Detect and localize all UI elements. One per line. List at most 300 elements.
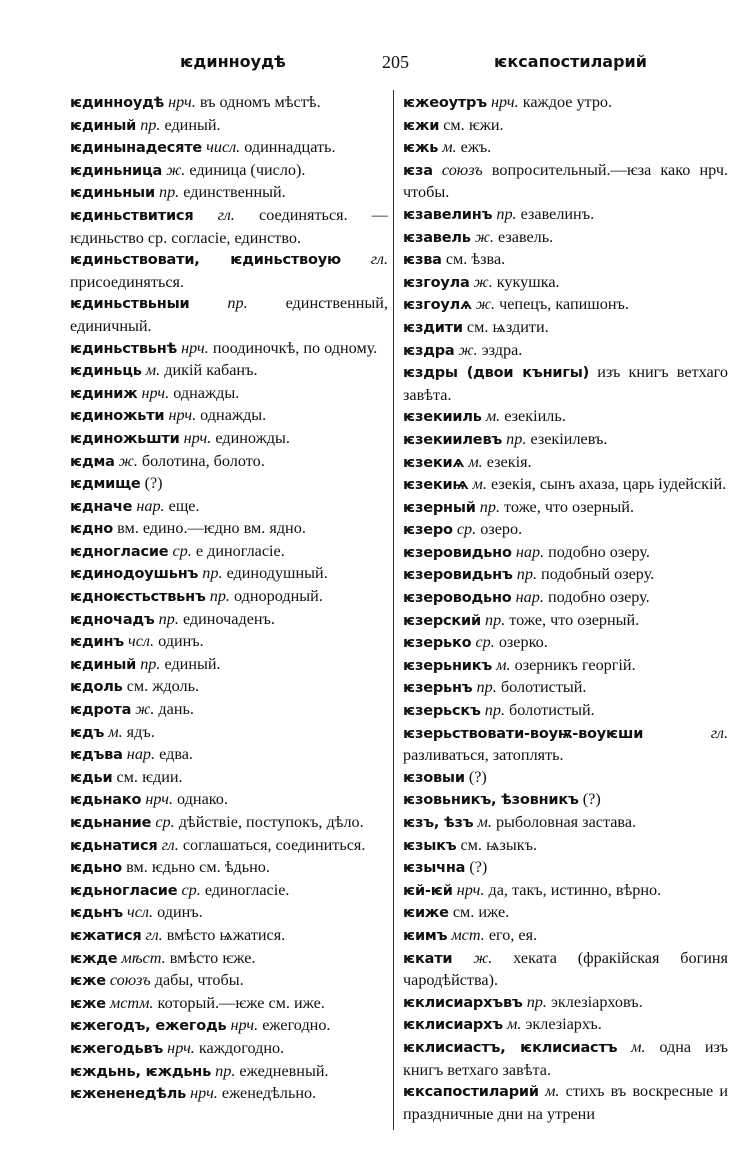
entry-part-of-speech: м. (545, 1082, 560, 1101)
dictionary-entry (70, 115, 388, 138)
entry-definition: езекіиль. (504, 407, 566, 426)
entry-headword: ѥдногласие (70, 543, 169, 560)
entry-headword: ѥдьнъ (70, 905, 123, 922)
entry-definition: единочаденъ. (182, 609, 275, 628)
dictionary-entry (70, 654, 388, 677)
entry-part-of-speech: гл. (710, 723, 728, 742)
entry-part-of-speech: ж. (166, 160, 186, 179)
dictionary-entry (70, 835, 388, 858)
dictionary-entry (403, 610, 728, 633)
entry-definition: езекія. (486, 452, 532, 471)
dictionary-entry (70, 137, 388, 160)
entry-part-of-speech: пр. (227, 294, 248, 313)
entry-headword: ѥдинынадесяте (70, 140, 203, 157)
entry-headword: ѥжененедѣль (70, 1086, 187, 1103)
dictionary-entry (70, 496, 388, 519)
left-column (70, 92, 388, 1106)
dictionary-entry (70, 1038, 388, 1061)
entry-definition: см. ѥдии. (116, 767, 183, 786)
entry-headword: ѥзовыи (403, 769, 465, 786)
entry-definition: поодиночкѣ, по одному. (212, 338, 378, 357)
dictionary-entry (403, 992, 728, 1015)
dictionary-entry (403, 564, 728, 587)
entry-definition: ежедневный. (239, 1061, 329, 1080)
dictionary-entry (70, 451, 388, 474)
entry-headword: ѥдиньница (70, 162, 163, 179)
entry-headword: ѥзыкъ (403, 837, 457, 854)
entry-part-of-speech: нрч. (145, 790, 173, 809)
entry-definition: единица (число). (189, 160, 306, 179)
entry-headword: ѥждьнь, ѥждьнь (70, 1063, 212, 1080)
entry-part-of-speech: нар. (515, 542, 545, 561)
entry-definition: еще. (168, 496, 200, 515)
entry-headword: ѥдиньныи (70, 185, 155, 202)
dictionary-entry (70, 360, 388, 383)
dictionary-entry (403, 948, 728, 992)
dictionary-entry (70, 1015, 388, 1038)
dictionary-entry (403, 723, 728, 767)
entry-headword: ѥдиньць (70, 363, 142, 380)
entry-headword: ѥжь (403, 140, 439, 157)
entry-definition: кукушка. (496, 272, 560, 291)
entry-headword: ѥжи (403, 117, 440, 134)
entry-part-of-speech: м. (496, 655, 511, 674)
dictionary-entry (70, 993, 388, 1016)
dictionary-entry (70, 473, 388, 496)
entry-headword: ѥдначе (70, 498, 133, 515)
entry-headword: ѥкати (403, 950, 453, 967)
entry-definition: одинъ. (157, 903, 203, 922)
entry-definition: (?) (582, 790, 601, 809)
entry-definition: однажды. (173, 383, 240, 402)
entry-part-of-speech: пр. (479, 497, 500, 516)
entry-headword: ѥй-ѥй (403, 882, 453, 899)
entry-part-of-speech: пр. (140, 654, 161, 673)
entry-part-of-speech: ж. (135, 700, 155, 719)
entry-part-of-speech: числ. (206, 138, 241, 157)
entry-headword: ѥдьнако (70, 792, 142, 809)
entry-headword: ѥзъ, ѣзъ (403, 815, 474, 831)
entry-definition: подобный озеру. (541, 565, 655, 584)
dictionary-entry (70, 428, 388, 451)
entry-definition: езекіилевъ. (530, 429, 608, 448)
entry-headword: ѥзгоулѧ (403, 297, 472, 314)
entry-definition: изъ книгъ ветхаго завѣта. (403, 363, 728, 404)
dictionary-entry (403, 880, 728, 903)
entry-headword: ѥже (70, 995, 106, 1012)
dictionary-entry (403, 1037, 728, 1081)
dictionary-entry (403, 452, 728, 475)
entry-definition: дѣйствіе, поступокъ, дѣло. (178, 813, 364, 831)
entry-headword: ѥдинодоушьнъ (70, 566, 199, 583)
entry-part-of-speech: пр. (484, 701, 505, 720)
entry-definition: единый. (164, 654, 221, 673)
right-column (403, 92, 728, 1125)
entry-definition: езекія, сынъ ахаза, царь іудейскій. (490, 475, 727, 494)
entry-headword: ѥиже (403, 905, 449, 922)
entry-definition: присоединяться. (70, 272, 185, 291)
entry-part-of-speech: ж. (118, 451, 138, 470)
entry-headword: ѥзеро (403, 522, 453, 539)
dictionary-entry (403, 1014, 728, 1037)
entry-headword: ѥзероводьно (403, 590, 512, 607)
dictionary-entry (403, 519, 728, 542)
entry-definition: едва. (159, 745, 193, 764)
dictionary-entry (70, 857, 388, 880)
entry-part-of-speech: союзъ (109, 971, 151, 990)
entry-part-of-speech: нар. (126, 745, 156, 764)
entry-part-of-speech: м. (485, 407, 501, 426)
entry-part-of-speech: нрч. (181, 338, 209, 357)
left-running-headword: ѥдинноудѣ (180, 52, 286, 71)
dictionary-entry (403, 857, 728, 880)
entry-headword: ѥжеоутръ (403, 95, 487, 111)
entry-definition: да, такъ, истинно, вѣрно. (488, 880, 662, 899)
entry-part-of-speech: пр. (485, 610, 506, 629)
entry-definition: см. ѩздити. (466, 317, 549, 336)
entry-headword: ѥздры (двои кънигы) (403, 365, 590, 382)
entry-headword: ѥжде (70, 950, 118, 967)
entry-headword: ѥзавелинъ (403, 206, 493, 223)
entry-part-of-speech: пр. (476, 678, 497, 697)
entry-part-of-speech: чсл. (128, 632, 155, 651)
entry-definition: подобно озеру. (548, 542, 650, 561)
entry-definition: езавелинъ. (520, 204, 595, 223)
dictionary-entry (403, 700, 728, 723)
entry-part-of-speech: ж. (473, 272, 493, 291)
entry-part-of-speech: гл. (217, 205, 235, 224)
column-divider (393, 90, 394, 1130)
entry-headword: ѥдинноудѣ (70, 95, 165, 111)
entry-part-of-speech: ж. (474, 227, 494, 246)
entry-headword: ѥзерьникъ (403, 657, 493, 674)
entry-headword: ѥзерьствовати-воуѭ-воуѥши (403, 725, 644, 742)
entry-headword: ѥзекиѩ (403, 477, 469, 494)
entry-definition: одна изъ книгъ ветхаго завѣта. (403, 1037, 728, 1079)
entry-headword: ѥдинъ (70, 634, 124, 651)
dictionary-entry (70, 293, 388, 337)
entry-part-of-speech: пр. (506, 429, 527, 448)
entry-headword: ѥза (403, 162, 433, 179)
entry-part-of-speech: пр. (158, 609, 179, 628)
dictionary-entry (403, 632, 728, 655)
entry-definition: см. ждоль. (126, 677, 200, 696)
entry-definition: еженедѣльно. (221, 1084, 317, 1103)
entry-headword: ѥзерский (403, 612, 481, 629)
entry-headword: ѥдьи (70, 769, 113, 786)
dictionary-entry (70, 182, 388, 205)
dictionary-entry (70, 948, 388, 971)
dictionary-entry (403, 655, 728, 678)
entry-headword: ѥжегодъ, ежегодь (70, 1018, 227, 1035)
dictionary-entry (403, 160, 728, 204)
dictionary-entry (70, 92, 388, 115)
entry-part-of-speech: нрч. (190, 1084, 218, 1103)
entry-part-of-speech: нрч. (183, 428, 212, 447)
entry-definition: см. иже. (452, 903, 510, 922)
entry-definition: однако. (177, 790, 228, 809)
entry-definition: однородный. (234, 587, 323, 606)
entry-definition: ядъ. (126, 722, 155, 741)
entry-definition: вмѣсто ѩжатися. (166, 925, 286, 944)
entry-definition: (?) (469, 858, 488, 877)
dictionary-entry (403, 115, 728, 138)
entry-part-of-speech: ср. (155, 813, 175, 831)
entry-definition: единственный, единичный. (70, 294, 389, 335)
entry-part-of-speech: нар. (136, 496, 165, 515)
entry-headword: ѥдиножьти (70, 408, 165, 425)
entry-part-of-speech: м. (442, 138, 457, 157)
entry-headword: ѥзва (403, 252, 442, 269)
entry-headword: ѥдночадъ (70, 611, 155, 628)
entry-definition: (?) (144, 474, 163, 493)
dictionary-entry (70, 563, 388, 586)
entry-definition: разливаться, затоплять. (403, 746, 564, 765)
entry-headword: ѥзеровидьно (403, 544, 512, 561)
entry-headword: ѥдноѥстьствьнъ (70, 589, 206, 606)
dictionary-entry (403, 429, 728, 452)
dictionary-entry (403, 227, 728, 250)
entry-definition: вм. едино.—ѥдно вм. ядно. (117, 519, 306, 538)
entry-headword: ѥдиный (70, 656, 137, 673)
entry-definition: озерко. (498, 633, 548, 652)
entry-definition: (?) (468, 767, 487, 786)
dictionary-entry (70, 383, 388, 406)
entry-definition: единожды. (215, 428, 290, 447)
entry-definition: соединяться. — ѥдиньство ср. согласіе, единство. (70, 205, 388, 247)
entry-headword: ѥдъ (70, 724, 105, 741)
dictionary-entry (70, 1083, 388, 1106)
dictionary-entry (70, 518, 388, 541)
entry-part-of-speech: мстм. (109, 993, 154, 1012)
dictionary-entry (403, 137, 728, 160)
dictionary-entry (70, 631, 388, 654)
entry-part-of-speech: гл. (145, 925, 163, 944)
entry-definition: единодушный. (226, 564, 328, 583)
entry-headword: ѥзерный (403, 499, 476, 516)
dictionary-entry (403, 340, 728, 363)
dictionary-entry (403, 272, 728, 295)
entry-part-of-speech: нрч. (141, 383, 170, 402)
entry-headword: ѥзеровидьнъ (403, 567, 513, 584)
entry-definition: каждогодно. (198, 1038, 285, 1057)
entry-headword: ѥдиньствитися (70, 207, 194, 224)
entry-definition: дикій кабанъ. (164, 361, 258, 380)
dictionary-entry (403, 317, 728, 340)
entry-definition: каждое утро. (522, 93, 613, 111)
entry-headword: ѥдма (70, 453, 115, 470)
dictionary-entry (403, 1081, 728, 1125)
entry-headword: ѥздра (403, 342, 455, 359)
entry-headword: ѥдрота (70, 702, 132, 719)
dictionary-entry (70, 744, 388, 767)
entry-definition: болотина, болото. (141, 451, 265, 470)
entry-definition: который.—ѥже см. иже. (157, 993, 325, 1012)
entry-definition: единственный. (183, 183, 286, 202)
dictionary-entry (403, 92, 728, 115)
dictionary-entry (403, 812, 728, 835)
entry-definition: чепецъ, капишонъ. (499, 295, 629, 314)
entry-part-of-speech: ср. (456, 520, 477, 539)
dictionary-entry (70, 902, 388, 925)
entry-definition: однажды. (200, 406, 267, 425)
entry-definition: болотистый. (500, 678, 587, 697)
dictionary-entry (70, 925, 388, 948)
entry-part-of-speech: нар. (515, 588, 544, 607)
dictionary-entry (403, 204, 728, 227)
entry-part-of-speech: пр. (140, 115, 161, 134)
entry-definition: хеката (фракійская богиня чародѣйства). (403, 948, 728, 990)
entry-definition: рыболовная застава. (495, 813, 637, 831)
entry-definition: болотистый. (509, 701, 595, 720)
entry-part-of-speech: гл. (370, 250, 388, 269)
dictionary-entry (403, 767, 728, 790)
entry-part-of-speech: нрч. (168, 93, 196, 111)
entry-part-of-speech: нрч. (490, 93, 519, 111)
entry-part-of-speech: ж. (473, 948, 493, 967)
entry-definition: е диногласіе. (195, 541, 285, 560)
entry-part-of-speech: ср. (181, 880, 201, 899)
dictionary-entry (70, 541, 388, 564)
entry-headword: ѥдмище (70, 476, 141, 493)
dictionary-entry (403, 925, 728, 948)
entry-headword: ѥзерьскъ (403, 703, 481, 720)
entry-headword: ѥже (70, 973, 106, 990)
entry-definition: одиннадцать. (244, 138, 336, 157)
dictionary-entry (70, 1061, 388, 1084)
entry-part-of-speech: ср. (475, 633, 495, 652)
entry-part-of-speech: м. (477, 813, 492, 831)
entry-headword: ѥклисиархъ (403, 1017, 503, 1034)
entry-headword: ѥдно (70, 521, 114, 538)
entry-part-of-speech: м. (468, 452, 483, 471)
entry-definition: эклезіарховъ. (550, 992, 643, 1011)
entry-definition: езавель. (497, 227, 554, 246)
entry-part-of-speech: м. (108, 722, 123, 741)
entry-definition: см. ѣзва. (445, 250, 506, 269)
entry-headword: ѥдъва (70, 747, 123, 764)
entry-definition: соглашаться, соединиться. (182, 835, 366, 854)
dictionary-entry (403, 587, 728, 610)
entry-definition: озеро. (480, 520, 523, 539)
entry-part-of-speech: мѣст. (121, 948, 166, 967)
entry-headword: ѥзекииль (403, 409, 482, 426)
dictionary-entry (403, 249, 728, 272)
entry-headword: ѥдьнатися (70, 837, 158, 854)
entry-headword: ѥдьно (70, 860, 123, 877)
entry-part-of-speech: пр. (202, 564, 223, 583)
entry-definition: эклезіархъ. (525, 1015, 602, 1034)
entry-headword: ѥжегодьвъ (70, 1040, 164, 1057)
entry-headword: ѥздити (403, 319, 463, 336)
entry-headword: ѥдиньствьныи (70, 296, 190, 313)
entry-part-of-speech: ср. (172, 541, 192, 560)
entry-headword: ѥзавель (403, 229, 471, 246)
entry-definition: тоже, что озерный. (509, 610, 640, 629)
dictionary-entry (70, 205, 388, 249)
entry-definition: ежъ. (460, 138, 492, 157)
entry-headword: ѥдиниж (70, 385, 138, 402)
dictionary-entry (403, 789, 728, 812)
dictionary-entry (70, 405, 388, 428)
entry-part-of-speech: союзъ (441, 160, 483, 179)
entry-definition: см. ѥжи. (443, 115, 504, 134)
entry-definition: тоже, что озерный. (504, 497, 634, 516)
dictionary-entry (403, 406, 728, 429)
entry-part-of-speech: нрч. (456, 880, 485, 899)
page-number: 205 (382, 52, 409, 72)
entry-part-of-speech: пр. (209, 587, 230, 606)
entry-definition: подобно озеру. (547, 588, 650, 607)
entry-definition: въ одномъ мѣстѣ. (199, 93, 321, 111)
entry-definition: дабы, чтобы. (154, 971, 244, 990)
entry-headword: ѥзерько (403, 635, 472, 652)
entry-definition: вопросительный.—ѥза како нрч. чтобы. (403, 160, 729, 202)
entry-headword: ѥдиный (70, 117, 137, 134)
entry-part-of-speech: пр. (158, 183, 180, 202)
dictionary-entry (70, 767, 388, 790)
entry-part-of-speech: м. (631, 1037, 646, 1056)
entry-headword: ѥдьнание (70, 815, 152, 831)
entry-headword: ѥзекиилевъ (403, 431, 503, 448)
entry-headword: ѥдиножьшти (70, 430, 180, 447)
dictionary-entry (403, 362, 728, 406)
dictionary-entry (70, 722, 388, 745)
dictionary-entry (70, 586, 388, 609)
entry-headword: ѥзовьникъ, ѣзовникъ (403, 792, 579, 809)
entry-headword: ѥклисиархъвъ (403, 994, 523, 1011)
entry-definition: единый. (164, 115, 221, 134)
entry-part-of-speech: ж. (458, 340, 478, 359)
entry-part-of-speech: нрч. (167, 1038, 195, 1057)
entry-definition: эздра. (481, 340, 523, 359)
entry-headword: ѥдоль (70, 679, 123, 696)
entry-headword: ѥжатися (70, 927, 142, 944)
dictionary-entry (70, 249, 388, 293)
entry-part-of-speech: нрч. (168, 406, 197, 425)
dictionary-entry (403, 542, 728, 565)
dictionary-entry (403, 497, 728, 520)
entry-headword: ѥзгоула (403, 274, 470, 291)
entry-definition: вм. ѥдьно см. ѣдьно. (126, 858, 270, 877)
dictionary-entry (403, 294, 728, 317)
dictionary-entry (70, 699, 388, 722)
dictionary-entry (70, 338, 388, 361)
entry-definition: одинъ. (158, 632, 204, 651)
entry-part-of-speech: м. (145, 361, 161, 380)
entry-headword: ѥзычна (403, 860, 466, 877)
dictionary-entry (70, 676, 388, 699)
entry-headword: ѥксапостиларий (403, 1084, 539, 1101)
entry-headword: ѥимъ (403, 927, 448, 944)
entry-part-of-speech: нрч. (230, 1016, 259, 1035)
entry-part-of-speech: м. (507, 1015, 522, 1034)
entry-headword: ѥзекиѧ (403, 454, 465, 471)
dictionary-entry (403, 677, 728, 700)
dictionary-entry (70, 812, 388, 835)
entry-headword: ѥдиньствовати, ѥдиньствоую (70, 252, 341, 269)
entry-part-of-speech: мст. (451, 925, 485, 944)
entry-definition: озерникъ георгій. (514, 655, 636, 674)
entry-headword: ѥклисиастъ, ѥклисиастъ (403, 1039, 618, 1056)
dictionary-entry (70, 609, 388, 632)
entry-definition: его, ея. (488, 925, 538, 944)
dictionary-entry (70, 789, 388, 812)
dictionary-entry (70, 880, 388, 903)
entry-part-of-speech: пр. (526, 992, 547, 1011)
entry-headword: ѥдиньствьнѣ (70, 340, 178, 357)
entry-definition: вмѣсто ѥже. (169, 948, 256, 967)
